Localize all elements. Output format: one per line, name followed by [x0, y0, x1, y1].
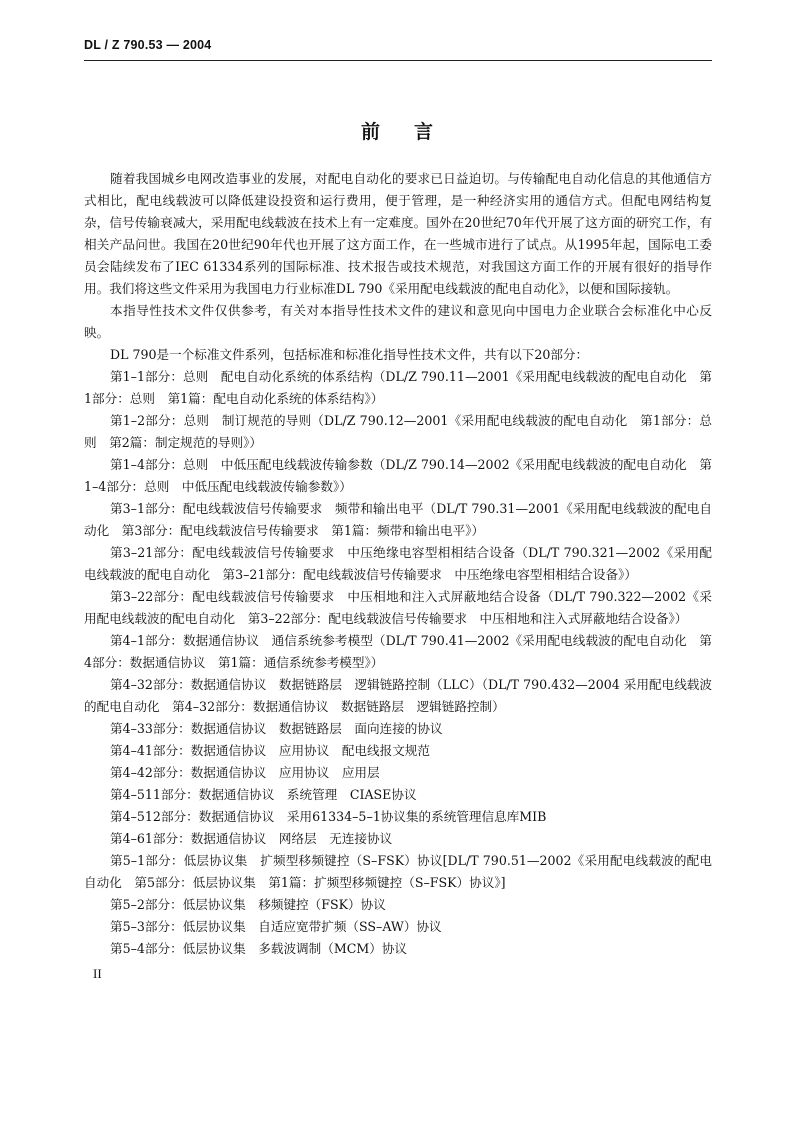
- page-title: 前言: [360, 120, 467, 143]
- part-list-item: 第5–3部分：低层协议集 自适应宽带扩频（SS–AW）协议: [110, 919, 442, 934]
- part-list-item: 第1–1部分：总则 配电自动化系统的体系结构（DL/Z 790.11—2001《采用配电线载波的配电自动化 第1部分：总则 第1篇：配电自动化系统的体系结构》）: [84, 369, 712, 406]
- part-list-item: 第4–42部分：数据通信协议 应用协议 应用层: [110, 765, 380, 780]
- part-list-item: 第4–41部分：数据通信协议 应用协议 配电线报文规范: [110, 743, 430, 758]
- part-list-item: 第4–1部分：数据通信协议 通信系统参考模型（DL/T 790.41—2002《采用配电线载波的配电自动化 第4部分：数据通信协议 第1篇：通信系统参考模型》）: [84, 633, 712, 670]
- part-list-item: 第4–33部分：数据通信协议 数据链路层 面向连接的协议: [110, 721, 443, 736]
- part-list-item: 第3–21部分：配电线载波信号传输要求 中压绝缘电容型相相结合设备（DL/T 790.321—2002《采用配电线载波的配电自动化 第3–21部分：配电线载波信号传输要求 中压绝缘电容型相相结合设备》）: [84, 545, 712, 582]
- part-list-item: 第5–4部分：低层协议集 多载波调制（MCM）协议: [110, 941, 408, 956]
- intro-paragraph: 随着我国城乡电网改造事业的发展，对配电自动化的要求已日益迫切。与传输配电自动化信息的其他通信方式相比，配电线载波可以降低建设投资和运行费用，便于管理，是一种经济实用的通信方式。但配电网结构复杂，信号传输衰减大，采用配电线载波在技术上有一定难度。国外在20世纪70年代开展了这方面的研究工作，有相关产品问世。我国在20世纪90年代也开展了这方面工作，在一些城市进行了试点。从1995年起，国际电工委员会陆续发布了IEC 61334系列的国际标准、技术报告或技术规范，对我国这方面工作的开展有很好的指导作用。我们将这些文件采用为我国电力行业标准DL 790《采用配电线载波的配电自动化》，以便和国际接轨。: [84, 171, 712, 296]
- part-list-item: 第4–512部分：数据通信协议 采用61334–5–1协议集的系统管理信息库MIB: [110, 809, 547, 824]
- header-divider: [84, 60, 712, 61]
- part-list-item: 第1–4部分：总则 中低压配电线载波传输参数（DL/Z 790.14—2002《采用配电线载波的配电自动化 第1–4部分：总则 中低压配电线载波传输参数》）: [84, 457, 712, 494]
- part-list-item: 第4–32部分：数据通信协议 数据链路层 逻辑链路控制（LLC）（DL/T 790.432—2004 采用配电线载波的配电自动化 第4–32部分：数据通信协议 数据链路层 逻辑链路控制）: [84, 677, 712, 714]
- part-list-item: 第4–511部分：数据通信协议 系统管理 CIASE协议: [110, 787, 417, 802]
- part-list-item: 第3–22部分：配电线载波信号传输要求 中压相地和注入式屏蔽地结合设备（DL/T 790.322—2002《采用配电线载波的配电自动化 第3–22部分：配电线载波信号传输要求 中压相地和注入式屏蔽地结合设备》）: [84, 589, 712, 626]
- document-code: DL / Z 790.53 — 2004: [84, 38, 212, 52]
- page-number: II: [93, 966, 102, 981]
- part-list-item: 第1–2部分：总则 制订规范的导则（DL/Z 790.12—2001《采用配电线载波的配电自动化 第1部分：总则 第2篇：制定规范的导则》）: [84, 413, 712, 450]
- part-list-item: 第4–61部分：数据通信协议 网络层 无连接协议: [110, 831, 393, 846]
- series-overview-paragraph: DL 790是一个标准文件系列，包括标准和标准化指导性技术文件，共有以下20部分：: [110, 347, 589, 362]
- part-list-item: 第3–1部分：配电线载波信号传输要求 频带和输出电平（DL/T 790.31—2001《采用配电线载波的配电自动化 第3部分：配电线载波信号传输要求 第1篇：频带和输出电平》）: [84, 501, 712, 538]
- part-list-item: 第5–2部分：低层协议集 移频键控（FSK）协议: [110, 897, 386, 912]
- document-body: [84, 168, 712, 960]
- guidance-paragraph: 本指导性技术文件仅供参考，有关对本指导性技术文件的建议和意见向中国电力企业联合会标准化中心反映。: [84, 303, 712, 340]
- part-list-item: 第5–1部分：低层协议集 扩频型移频键控（S–FSK）协议[DL/T 790.51—2002《采用配电线载波的配电自动化 第5部分：低层协议集 第1篇：扩频型移频键控（S–FSK）协议》]: [84, 853, 712, 890]
